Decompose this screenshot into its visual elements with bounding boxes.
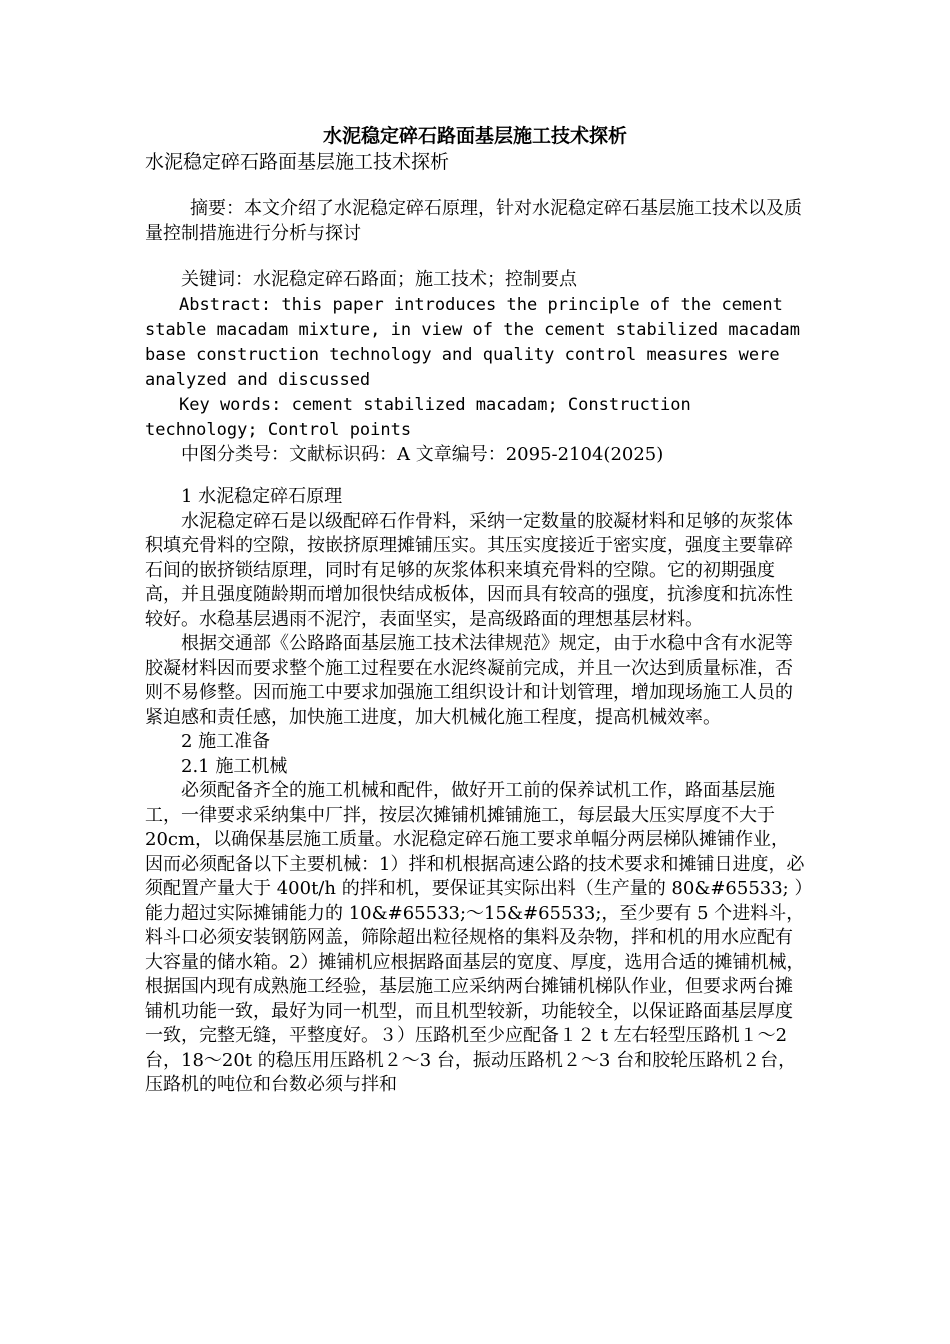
- spacer: [145, 175, 805, 197]
- keywords-cn: 关键词：水泥稳定碎石路面；施工技术；控制要点: [181, 269, 577, 290]
- abstract-en: Abstract: this paper introduces the principle of the cement stable macadam mixture, in view of the cement stabilized macadam base construction technology and quality control measures were analyzed and discussed: [145, 294, 801, 390]
- section-1-paragraph-1: 水泥稳定碎石是以级配碎石作骨料，采纳一定数量的胶凝材料和足够的灰浆体积填充骨料的空隙，按嵌挤原理摊铺压实。其压实度接近于密实度，强度主要靠碎石间的嵌挤锁结原理，同时有足够的灰浆体积来填充骨料的空隙。它的初期强度高，并且强度随龄期而增加很快结成板体，因而具有较高的强度，抗渗度和抗冻性较好。水稳基层遇雨不泥泞，表面坚实，是高级路面的理想基层材料。: [145, 510, 793, 630]
- document-title: 水泥稳定碎石路面基层施工技术探析: [322, 125, 627, 147]
- abstract-cn: 摘要：本文介绍了水泥稳定碎石原理，针对水泥稳定碎石基层施工技术以及质量控制措施进行分析与探讨: [145, 198, 802, 244]
- section-2-heading: 2 施工准备: [181, 731, 271, 752]
- spacer: [145, 246, 805, 268]
- spacer: [145, 467, 805, 485]
- keywords-en: Key words: cement stabilized macadam; Construction technology; Control points: [145, 394, 691, 440]
- document-subtitle: 水泥稳定碎石路面基层施工技术探析: [145, 151, 450, 173]
- document-body: [145, 123, 805, 1098]
- section-2-1-heading: 2.1 施工机械: [181, 755, 288, 777]
- section-1-paragraph-2: 根据交通部《公路路面基层施工技术法律规范》规定，由于水稳中含有水泥等胶凝材料因而要求整个施工过程要在水泥终凝前完成，并且一次达到质量标准，否则不易修整。因而施工中要求加强施工组织设计和计划管理，增加现场施工人员的紧迫感和责任感，加快施工进度，加大机械化施工程度，提高机械效率。: [145, 633, 793, 728]
- classification-line: 中图分类号：文献标识码：A 文章编号：2095-2104(2025): [181, 443, 664, 465]
- section-1-heading: 1 水泥稳定碎石原理: [181, 486, 343, 507]
- section-2-1-paragraph-1: 必须配备齐全的施工机械和配件，做好开工前的保养试机工作，路面基层施工，一律要求采纳集中厂拌，按层次摊铺机摊铺施工，每层最大压实厚度不大于 20cm，以确保基层施工质量。水泥稳定碎石施工要求单幅分两层梯队摊铺作业，因而必须配备以下主要机械：1）拌和机根据高速公路的技术要求和摊铺日进度，必须配置产量大于 400t/h 的拌和机，要保证其实际出料（生产量的 80&#65533; ）能力超过实际摊铺能力的 10&#65533;～15&#65533;，至少要有 5 个进料斗，料斗口必须安装钢筋网盖，筛除超出粒径规格的集料及杂物，拌和机的用水应配有大容量的储水箱。2）摊铺机应根据路面基层的宽度、厚度，选用合适的摊铺机械， 根据国内现有成熟施工经验，基层施工应采纳两台摊铺机梯队作业，但要求两台摊铺机功能一致，最好为同一机型，而且机型较新，功能较全，以保证路面基层厚度一致，完整无缝，平整度好。３）压路机至少应配备１２ t 左右轻型压路机１～2 台，18～20t 的稳压用压路机２～3 台，振动压路机２～3 台和胶轮压路机２台， 压路机的吨位和台数必须与拌和: [145, 780, 805, 1095]
